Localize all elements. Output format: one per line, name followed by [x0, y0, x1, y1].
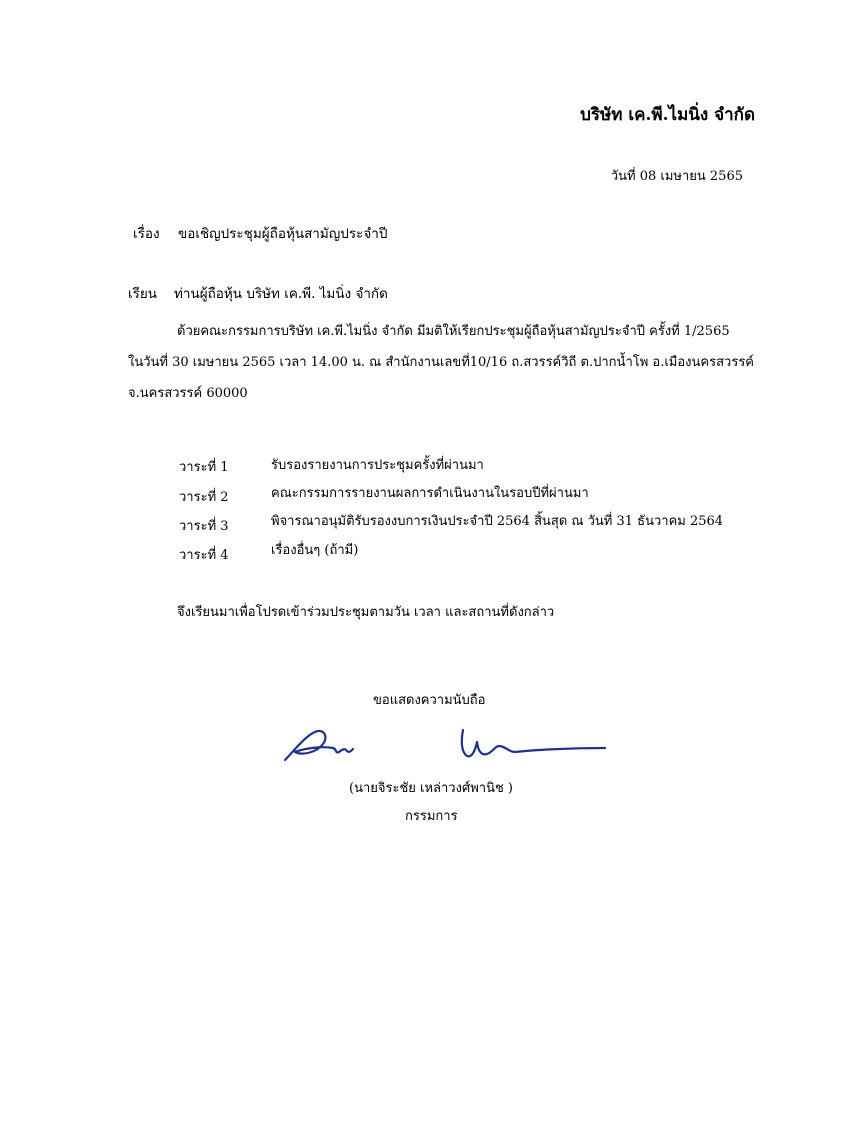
agenda-label-1: วาระที่ 1: [179, 460, 229, 475]
invitation-text: จึงเรียนมาเพื่อโปรดเข้าร่วมประชุมตามวัน เวลา และสถานที่ดังกล่าว: [177, 605, 555, 620]
closing-text: ขอแสดงความนับถือ: [373, 693, 486, 708]
agenda-text-1: รับรองรายงานการประชุมครั้งที่ผ่านมา: [271, 458, 484, 473]
agenda-text-3: พิจารณาอนุมัติรับรองงบการเงินประจำปี 2564 สิ้นสุด ณ วันที่ 31 ธันวาคม 2564: [271, 514, 724, 529]
company-name: บริษัท เค.พี.ไมนิ่ง จำกัด: [580, 105, 755, 125]
subject-label: เรื่อง: [133, 226, 160, 242]
signer-name: (นายจิระชัย เหล่าวงศ์พานิช ): [349, 781, 513, 796]
agenda-label-2: วาระที่ 2: [179, 490, 229, 505]
agenda-label-3: วาระที่ 3: [179, 519, 229, 534]
agenda-text-2: คณะกรรมการรายงานผลการดำเนินงานในรอบปีที่ผ่านมา: [271, 486, 589, 501]
subject-text: ขอเชิญประชุมผู้ถือหุ้นสามัญประจำปี: [178, 226, 388, 242]
signature-stroke: [285, 731, 353, 760]
agenda-label-4: วาระที่ 4: [179, 548, 229, 563]
signature-stroke: [462, 730, 605, 756]
signature-image: [283, 722, 613, 772]
agenda-text-4: เรื่องอื่นๆ (ถ้ามี): [271, 543, 359, 558]
body-line-1: ด้วยคณะกรรมการบริษัท เค.พี.ไมนิ่ง จำกัด มีมติให้เรียกประชุมผู้ถือหุ้นสามัญประจำปี ครั้งที่ 1/2565: [177, 324, 730, 339]
recipient-label: เรียน: [128, 286, 158, 302]
body-line-2: ในวันที่ 30 เมษายน 2565 เวลา 14.00 น. ณ สำนักงานเลขที่10/16 ถ.สวรรค์วิถี ต.ปากน้ำโพ อ.เมืองนครสวรรค์: [128, 355, 754, 370]
signer-title: กรรมการ: [405, 809, 458, 824]
body-line-3: จ.นครสวรรค์ 60000: [128, 386, 248, 401]
recipient-text: ท่านผู้ถือหุ้น บริษัท เค.พี. ไมนิ่ง จำกัด: [174, 286, 388, 302]
date-line: วันที่ 08 เมษายน 2565: [610, 169, 743, 184]
